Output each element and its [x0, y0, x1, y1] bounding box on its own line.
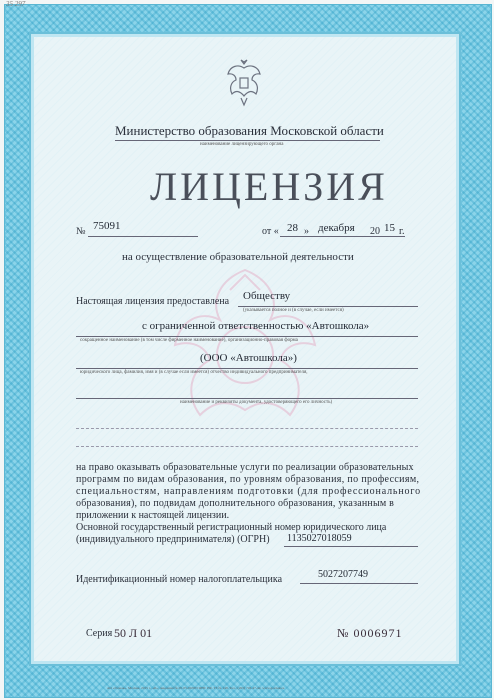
- number-prefix: №: [76, 226, 86, 237]
- license-purpose: на осуществление образовательной деятельности: [122, 251, 354, 263]
- date-ot: от «: [262, 226, 279, 237]
- ogrn-label-1: Основной государственный регистрационный номер юридического лица: [76, 522, 387, 533]
- inn-label: Идентификационный номер налогоплательщика: [76, 574, 283, 585]
- rights-line-2: программ по видам образования, по уровням образования, по профессиям,: [76, 474, 420, 485]
- license-title: ЛИЦЕНЗИЯ: [150, 164, 388, 209]
- ministry-underline: [115, 140, 380, 141]
- org-line-1: Обществу: [243, 290, 291, 302]
- blank-line-1: [76, 428, 418, 429]
- inn-underline: [300, 583, 418, 584]
- date-year: 15: [384, 222, 395, 234]
- rights-line-4: образования), по подвидам дополнительного образования, указанным в: [76, 498, 395, 509]
- doc-caption: наименование и реквизиты документа, удостоверяющего его личность): [180, 400, 333, 405]
- granted-label: Настоящая лицензия предоставлена: [76, 296, 230, 307]
- number-underline: [88, 236, 198, 237]
- date-day: 28: [287, 222, 298, 234]
- corner-mark: 35 297: [6, 0, 26, 8]
- rights-line-5: приложении к настоящей лицензии.: [76, 510, 230, 521]
- printer-footer: АО «Гознак», Москва, 2015 г., «Б», лицензия № 05-05-09/003 ФНС РФ, ТЗ № 148. Тел.: (495) 726-47-42, www.goznak.ru: [107, 686, 285, 690]
- ogrn-value: 1135027018059: [287, 533, 352, 544]
- series-value: 50 Л 01: [114, 626, 153, 640]
- org-line-3-underline: [76, 368, 418, 369]
- date-close: »: [304, 226, 309, 237]
- series-label: Серия: [86, 628, 113, 639]
- org-line-2-caption: сокращенное наименование (в том числе фирменное наименование), организационно-правовая форма: [80, 338, 298, 343]
- blank-number: № 0006971: [337, 626, 403, 640]
- rights-line-3: специальностям, направлениям подготовки (для профессионального: [76, 486, 421, 497]
- org-line-1-underline: [238, 306, 418, 307]
- org-line-2: с ограниченной ответственностью «Автошкола»: [142, 320, 370, 332]
- org-line-3-caption: юридического лица, фамилия, имя и (в случае если имеется) отчество индивидуального предпринимателя,: [80, 370, 308, 375]
- date-month: декабря: [318, 222, 355, 234]
- blank-line-2: [76, 446, 418, 447]
- ogrn-label-2: (индивидуального предпринимателя) (ОГРН): [76, 534, 270, 545]
- rights-line-1: на право оказывать образовательные услуги по реализации образовательных: [76, 462, 414, 473]
- date-g: г.: [399, 226, 405, 237]
- double-headed-eagle-icon: [224, 58, 264, 108]
- ministry-caption: наименование лицензирующего органа: [200, 142, 284, 147]
- license-number: 75091: [93, 220, 121, 232]
- org-line-3: (ООО «Автошкола»): [200, 352, 297, 364]
- ogrn-underline: [284, 546, 418, 547]
- org-line-2-underline: [76, 336, 418, 337]
- inn-value: 5027207749: [318, 569, 368, 580]
- ministry-name: Министерство образования Московской области: [115, 123, 384, 138]
- coat-of-arms-watermark-icon: [150, 250, 340, 450]
- doc-underline: [76, 398, 418, 399]
- date-year-prefix: 20: [370, 226, 380, 237]
- org-line-1-caption: (указывается полное и (в случае, если имеется): [243, 308, 344, 313]
- date-underline: [280, 236, 405, 237]
